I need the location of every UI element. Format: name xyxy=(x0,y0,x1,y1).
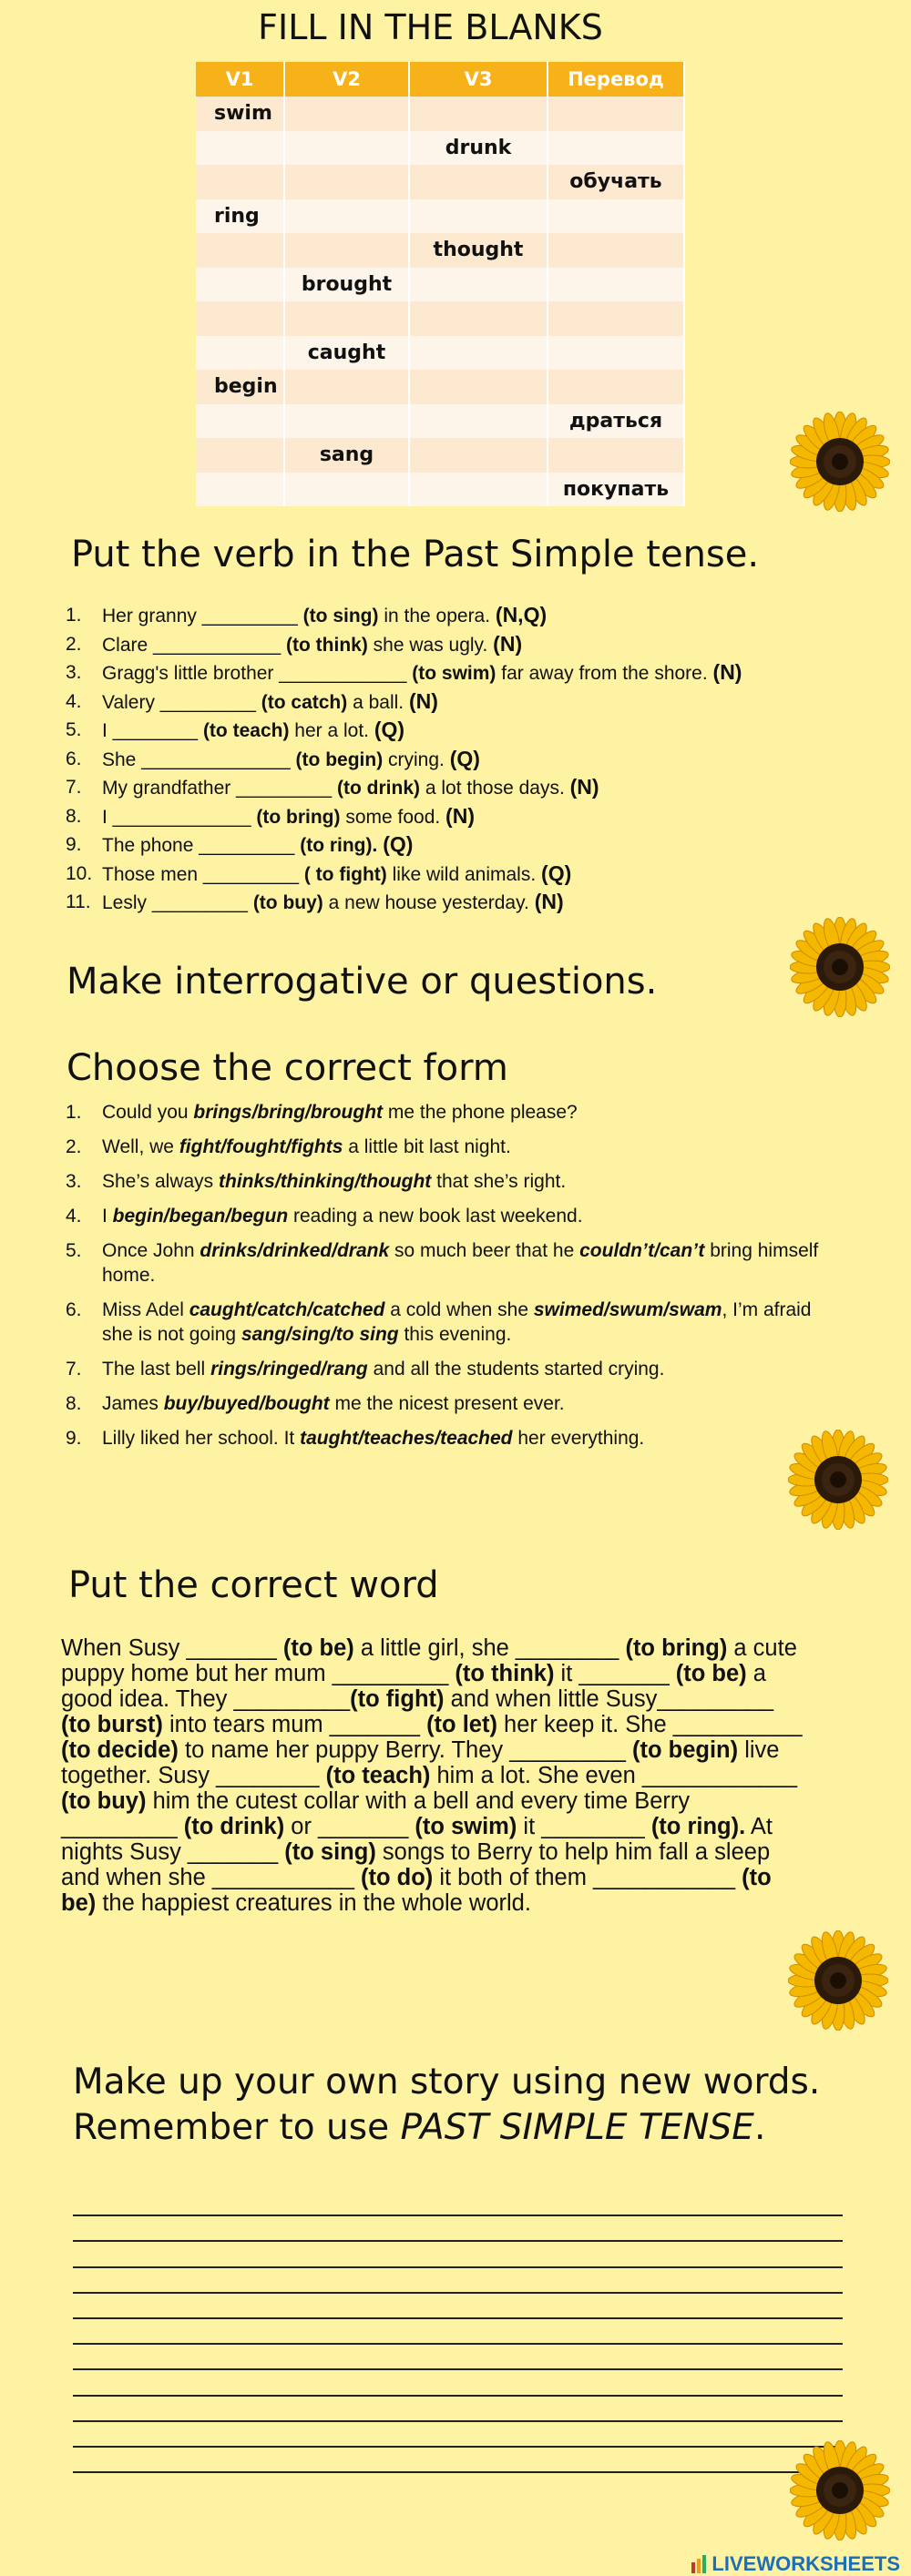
item-text: I _____________ xyxy=(102,806,257,828)
story-text: the happiest creatures in the whole world. xyxy=(96,1890,531,1916)
instruction-line-2: Remember to use PAST SIMPLE TENSE. xyxy=(73,2107,766,2148)
verb-hint: (to be) xyxy=(61,1865,772,1916)
item-text: Gragg's little brother ____________ xyxy=(102,663,413,684)
table-row xyxy=(196,131,684,166)
item-text: My grandfather _________ xyxy=(102,778,338,799)
list-item xyxy=(66,687,742,717)
list-item xyxy=(66,1135,831,1159)
table-header-row xyxy=(196,62,684,97)
past-simple-exercise-list xyxy=(66,601,742,917)
header-v2: V2 xyxy=(284,62,409,97)
writing-line[interactable] xyxy=(73,2216,843,2242)
table-cell xyxy=(409,165,548,199)
story-text: songs to Berry to help him fall a sleep and when she ___________ xyxy=(61,1839,771,1890)
table-cell xyxy=(196,404,284,439)
item-number: 5. xyxy=(66,1240,82,1261)
item-text: like wild animals. xyxy=(386,863,542,885)
verb-hint: (to burst) xyxy=(61,1712,163,1737)
item-number: 3. xyxy=(66,662,82,683)
list-item xyxy=(66,773,742,802)
verb-hint: (to be) xyxy=(675,1661,747,1686)
item-text: Her granny _________ xyxy=(102,606,303,626)
item-text: Valery _________ xyxy=(102,691,261,713)
verb-hint: (to ring). xyxy=(300,835,378,856)
item-text: some food. xyxy=(340,806,446,828)
table-cell xyxy=(548,131,684,166)
table-cell: caught xyxy=(284,336,409,371)
list-item xyxy=(66,601,742,630)
verb-hint: (to let) xyxy=(426,1712,497,1737)
item-number: 10. xyxy=(66,862,93,884)
item-text: Miss Adel xyxy=(102,1299,189,1320)
writing-line[interactable] xyxy=(73,2294,843,2319)
writing-line[interactable] xyxy=(73,2370,843,2396)
item-text: a ball. xyxy=(347,691,409,713)
writing-line[interactable] xyxy=(73,2422,843,2448)
table-cell: покупать xyxy=(548,473,684,507)
table-cell: begin xyxy=(196,370,284,404)
item-text: a lot those days. xyxy=(420,778,570,799)
story-text: to name her puppy Berry. They _________ xyxy=(178,1737,632,1763)
item-text: far away from the shore. xyxy=(496,663,713,684)
verb-hint: (to begin) xyxy=(295,748,384,770)
table-cell xyxy=(196,131,284,166)
list-item xyxy=(66,1169,831,1194)
list-item xyxy=(66,658,742,687)
list-item xyxy=(66,1426,831,1451)
verb-options[interactable]: taught/teaches/teached xyxy=(300,1428,513,1449)
story-text: and when little Susy_________ xyxy=(444,1686,774,1712)
item-text: Once John xyxy=(102,1240,200,1261)
item-number: 7. xyxy=(66,1359,82,1380)
item-text: She ______________ xyxy=(102,748,296,770)
table-cell xyxy=(409,97,548,131)
verb-hint: (to think) xyxy=(455,1661,555,1686)
verb-hint: (to swim) xyxy=(412,663,496,684)
table-row xyxy=(196,233,684,268)
list-item xyxy=(66,1100,831,1125)
list-item xyxy=(66,745,742,774)
table-cell xyxy=(548,301,684,336)
verb-hint: (to drink) xyxy=(337,778,421,799)
item-text: a little bit last night. xyxy=(343,1136,511,1157)
verb-hint: (to bring) xyxy=(256,806,341,828)
writing-line[interactable] xyxy=(73,2268,843,2294)
table-cell xyxy=(409,404,548,439)
item-text: The last bell xyxy=(102,1359,211,1380)
sentence-type: (Q) xyxy=(449,746,480,770)
item-text: in the opera. xyxy=(378,606,496,626)
writing-lines xyxy=(73,2191,843,2473)
table-cell: swim xyxy=(196,97,284,131)
item-number: 4. xyxy=(66,1206,82,1227)
verb-hint: (to teach) xyxy=(325,1763,431,1788)
verb-options[interactable]: thinks/thinking/thought xyxy=(219,1171,432,1192)
item-text: her everything. xyxy=(512,1428,645,1449)
table-cell xyxy=(196,473,284,507)
writing-line[interactable] xyxy=(73,2448,843,2473)
list-item xyxy=(66,802,742,831)
sentence-type: (N) xyxy=(408,688,438,713)
table-cell xyxy=(196,438,284,473)
story-text: live together. Susy ________ xyxy=(61,1737,780,1788)
verb-hint: (to drink) xyxy=(183,1814,285,1839)
sentence-type: (N,Q) xyxy=(495,603,548,626)
table-cell xyxy=(548,438,684,473)
item-text: Lesly _________ xyxy=(102,892,253,913)
table-cell: драться xyxy=(548,404,684,439)
story-text: it ________ xyxy=(517,1814,651,1839)
table-cell xyxy=(409,199,548,234)
item-text: her a lot. xyxy=(289,720,374,741)
verb-options[interactable]: sang/sing/to sing xyxy=(241,1324,399,1345)
table-row xyxy=(196,370,684,404)
table-cell xyxy=(284,97,409,131)
table-row xyxy=(196,199,684,234)
sunflower-icon xyxy=(790,2440,890,2540)
verb-hint: (to teach) xyxy=(202,720,290,741)
sunflower-icon xyxy=(788,1430,888,1530)
story-text: When Susy _______ xyxy=(61,1635,283,1661)
list-item xyxy=(66,1391,831,1416)
sentence-type: (Q) xyxy=(383,832,414,856)
table-cell xyxy=(548,199,684,234)
table-cell xyxy=(409,438,548,473)
item-number: 5. xyxy=(66,719,82,740)
item-text: a cold when she xyxy=(384,1299,534,1320)
item-text: Lilly liked her school. It xyxy=(102,1428,301,1449)
item-number: 1. xyxy=(66,1102,82,1123)
table-cell xyxy=(284,370,409,404)
table-cell xyxy=(409,473,548,507)
table-row xyxy=(196,336,684,371)
table-row xyxy=(196,165,684,199)
table-cell: обучать xyxy=(548,165,684,199)
table-cell: sang xyxy=(284,438,409,473)
sunflower-icon xyxy=(790,917,890,1017)
sunflower-icon xyxy=(788,1930,888,2031)
item-number: 6. xyxy=(66,1299,82,1320)
verb-hint: (to think) xyxy=(286,634,368,656)
list-item xyxy=(66,1357,831,1381)
table-cell xyxy=(196,336,284,371)
item-number: 11. xyxy=(66,891,91,912)
table-cell xyxy=(284,404,409,439)
item-number: 7. xyxy=(66,777,82,798)
table-cell xyxy=(284,165,409,199)
item-text: , I’m afraid she is not going xyxy=(102,1299,812,1345)
item-text: bring himself home. xyxy=(102,1240,819,1286)
table-cell xyxy=(196,301,284,336)
list-item xyxy=(66,630,742,659)
list-item xyxy=(66,1238,831,1288)
item-number: 9. xyxy=(66,1428,82,1449)
item-text: a new house yesterday. xyxy=(322,892,535,913)
verb-hint: (to buy) xyxy=(61,1788,147,1814)
table-cell xyxy=(548,97,684,131)
item-text: reading a new book last weekend. xyxy=(288,1206,583,1227)
table-cell xyxy=(548,268,684,302)
item-number: 1. xyxy=(66,605,82,626)
verb-hint: (to bring) xyxy=(625,1635,728,1661)
table-cell xyxy=(284,473,409,507)
own-story-instructions xyxy=(73,2060,820,2151)
verb-hint: (to swim) xyxy=(415,1814,517,1839)
table-cell: ring xyxy=(196,199,284,234)
story-text: him the cutest collar with a bell and every time Berry _________ xyxy=(61,1788,691,1839)
table-cell xyxy=(409,268,548,302)
story-text: it both of them ___________ xyxy=(433,1865,742,1890)
table-cell xyxy=(196,233,284,268)
writing-line[interactable] xyxy=(73,2191,843,2216)
item-number: 3. xyxy=(66,1171,82,1192)
verb-hint: (to decide) xyxy=(61,1737,179,1763)
table-row xyxy=(196,404,684,439)
sentence-type: (Q) xyxy=(374,718,405,741)
story-text: or _______ xyxy=(284,1814,415,1839)
item-text: crying. xyxy=(383,748,450,770)
table-cell xyxy=(409,301,548,336)
item-text: Clare ____________ xyxy=(102,634,287,656)
list-item xyxy=(66,830,742,860)
table-cell: brought xyxy=(284,268,409,302)
item-number: 2. xyxy=(66,633,82,655)
header-v3: V3 xyxy=(409,62,548,97)
table-cell: drunk xyxy=(409,131,548,166)
list-item xyxy=(66,1204,831,1228)
table-row xyxy=(196,268,684,302)
table-row xyxy=(196,438,684,473)
story-text: a little girl, she ________ xyxy=(353,1635,626,1661)
item-text: me the phone please? xyxy=(383,1102,578,1123)
item-text: Those men _________ xyxy=(102,863,304,885)
verb-hint: (to catch) xyxy=(261,691,348,713)
verb-options[interactable]: fight/fought/fights xyxy=(179,1136,343,1157)
story-text: her keep it. She __________ xyxy=(496,1712,803,1737)
verb-hint: (to begin) xyxy=(631,1737,739,1763)
sentence-type: (N) xyxy=(569,775,599,799)
story-text: into tears mum _______ xyxy=(162,1712,427,1737)
section2-heading: Make interrogative or questions. xyxy=(67,961,658,1003)
verb-hint: ( to fight) xyxy=(303,863,387,885)
verb-hint: (to sing) xyxy=(302,606,379,626)
instruction-line-1: Make up your own story using new words. xyxy=(73,2062,821,2103)
verb-options[interactable]: caught/catch/catched xyxy=(189,1299,385,1320)
sentence-type: (N) xyxy=(534,890,564,913)
item-text: and all the students started crying. xyxy=(367,1359,665,1380)
item-number: 8. xyxy=(66,1393,82,1414)
choose-form-exercise-list xyxy=(66,1100,831,1461)
verb-options[interactable]: brings/bring/brought xyxy=(193,1102,384,1123)
sentence-type: (N) xyxy=(493,631,523,656)
item-number: 2. xyxy=(66,1136,82,1157)
writing-line[interactable] xyxy=(73,2242,843,2267)
sunflower-icon xyxy=(790,412,890,512)
item-text: The phone _________ xyxy=(102,835,301,856)
list-item xyxy=(66,1298,831,1347)
table-cell xyxy=(284,131,409,166)
verb-options[interactable]: rings/ringed/rang xyxy=(210,1359,368,1380)
table-cell xyxy=(284,233,409,268)
story-paragraph xyxy=(61,1635,808,1916)
story-text: a cute puppy home but her mum _________ xyxy=(61,1635,797,1686)
item-text: me the nicest present ever. xyxy=(329,1393,565,1414)
item-number: 9. xyxy=(66,834,82,855)
table-cell xyxy=(196,165,284,199)
table-row xyxy=(196,473,684,507)
table-cell xyxy=(196,268,284,302)
item-text: so much beer that he xyxy=(389,1240,580,1261)
verb-hint: (to ring). xyxy=(650,1814,746,1839)
list-item xyxy=(66,716,742,745)
verb-hint: (to be) xyxy=(282,1635,354,1661)
story-text: it _______ xyxy=(554,1661,676,1686)
item-text: she was ugly. xyxy=(367,634,494,656)
sentence-type: (Q) xyxy=(541,860,572,885)
story-text: him a lot. She even ____________ xyxy=(430,1763,798,1788)
header-translation: Перевод xyxy=(548,62,684,97)
verb-forms-table xyxy=(196,62,685,506)
logo-text: LIVEWORKSHEETS xyxy=(711,2552,900,2575)
section4-heading: Put the correct word xyxy=(68,1564,439,1606)
section1-heading: Put the verb in the Past Simple tense. xyxy=(71,534,760,575)
item-text: Well, we xyxy=(102,1136,179,1157)
table-cell xyxy=(409,370,548,404)
table-cell xyxy=(548,370,684,404)
table-cell xyxy=(548,233,684,268)
item-text: that she’s right. xyxy=(431,1171,567,1192)
liveworksheets-logo[interactable] xyxy=(691,2552,900,2576)
table-cell xyxy=(284,199,409,234)
story-text: At nights Susy _______ xyxy=(61,1814,773,1865)
page-title: FILL IN THE BLANKS xyxy=(258,7,603,47)
item-text: James xyxy=(102,1393,164,1414)
item-number: 8. xyxy=(66,805,82,827)
verb-hint: (to sing) xyxy=(284,1839,376,1865)
sentence-type: (N) xyxy=(445,803,475,828)
item-text: I ________ xyxy=(102,720,203,741)
verb-options[interactable]: begin/began/begun xyxy=(112,1206,289,1227)
section3-heading: Choose the correct form xyxy=(67,1047,508,1089)
list-item xyxy=(66,888,742,917)
writing-line[interactable] xyxy=(73,2397,843,2422)
verb-options[interactable]: buy/buyed/bought xyxy=(163,1393,330,1414)
item-text: I xyxy=(102,1206,113,1227)
verb-options[interactable]: couldn’t/can’t xyxy=(579,1240,705,1261)
item-text: Could you xyxy=(102,1102,194,1123)
table-cell xyxy=(284,301,409,336)
verb-hint: (to buy) xyxy=(252,892,323,913)
logo-mark-icon xyxy=(691,2555,706,2573)
item-text: this evening. xyxy=(398,1324,512,1345)
item-text: She’s always xyxy=(102,1171,220,1192)
table-cell xyxy=(548,336,684,371)
story-text: a good idea. They _________ xyxy=(61,1661,766,1712)
writing-line[interactable] xyxy=(73,2319,843,2345)
verb-options[interactable]: swimed/swum/swam xyxy=(533,1299,722,1320)
verb-hint: (to fight) xyxy=(350,1686,445,1712)
table-cell: thought xyxy=(409,233,548,268)
item-number: 4. xyxy=(66,690,82,712)
table-row xyxy=(196,301,684,336)
item-number: 6. xyxy=(66,748,82,769)
list-item xyxy=(66,860,742,889)
table-cell xyxy=(409,336,548,371)
header-v1: V1 xyxy=(196,62,284,97)
verb-hint: (to do) xyxy=(360,1865,434,1890)
verb-options[interactable]: drinks/drinked/drank xyxy=(200,1240,390,1261)
table-row xyxy=(196,97,684,131)
sentence-type: (N) xyxy=(712,660,742,684)
writing-line[interactable] xyxy=(73,2345,843,2370)
